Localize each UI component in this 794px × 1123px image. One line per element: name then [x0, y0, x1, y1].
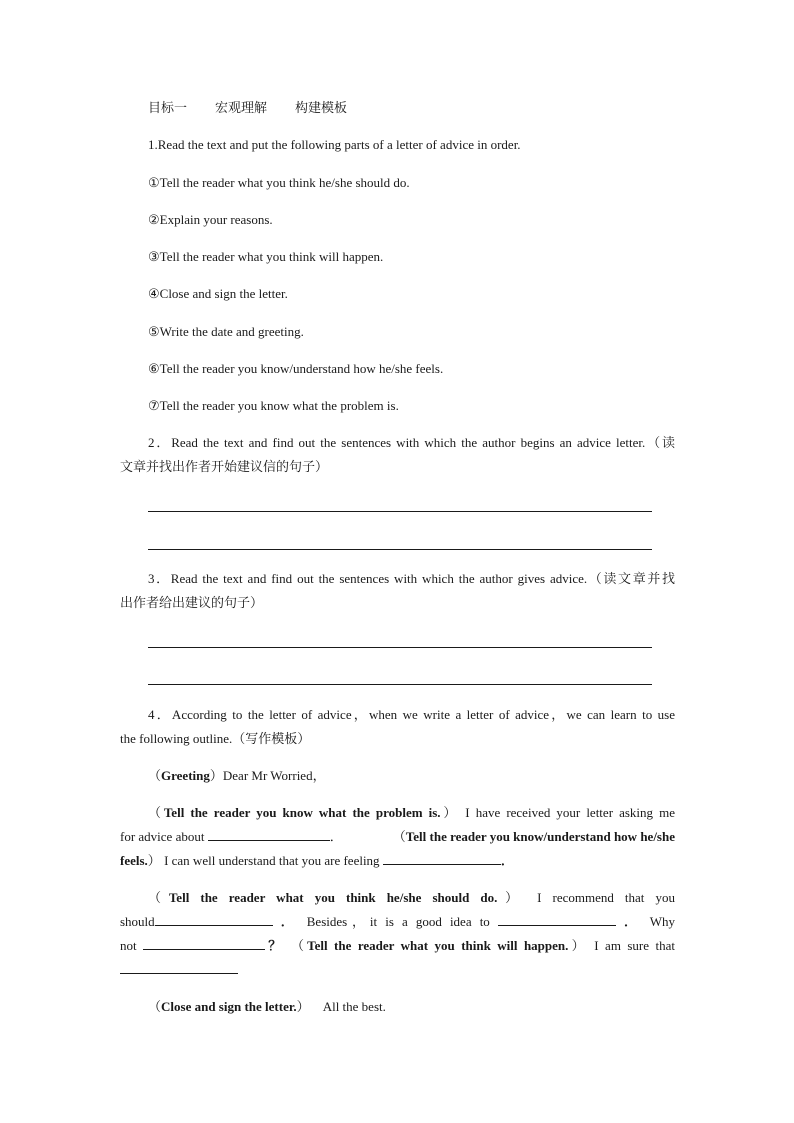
feelings-tag-end: feels.: [120, 853, 148, 868]
blank-field[interactable]: [498, 912, 616, 926]
p1-text: I have received your letter asking me: [465, 805, 675, 820]
template-p2-line-4: [120, 960, 238, 980]
blank-field[interactable]: [143, 936, 265, 950]
heading-part-3: 构建模板: [295, 100, 348, 115]
q4-prompt-line-1: 4．According to the letter of advice，when we write a letter of advice，we can learn to use: [148, 707, 675, 722]
template-p1-line-2: for advice about ． （Tell the reader you know/understand how he/she: [120, 829, 675, 844]
q3-prompt-line-1: 3．Read the text and find out the sentences with which the author gives advice.（读文章并找: [148, 571, 675, 586]
q3-prompt-line-2: 出作者给出建议的句子）: [120, 595, 264, 610]
blank-field[interactable]: [383, 851, 501, 865]
p2-not: not: [120, 938, 137, 953]
p2-should: should: [120, 914, 155, 929]
answer-line[interactable]: [148, 647, 652, 648]
q1-item: ⑥Tell the reader you know/understand how he/she feels.: [148, 361, 444, 376]
q4-prompt-line-2: the following outline.（写作模板）: [120, 731, 311, 746]
q1-item: ①Tell the reader what you think he/she should do.: [148, 175, 410, 190]
happen-tag: Tell the reader what you think will happen.: [307, 938, 569, 953]
template-p2-line-1: （Tell the reader what you think he/she should do.） I recommend that you: [148, 890, 675, 905]
q1-item: ③Tell the reader what you think will happen.: [148, 249, 384, 264]
template-p1-line-3: feels.） I can well understand that you are feeling ．: [120, 853, 514, 868]
blank-field[interactable]: [120, 960, 238, 974]
template-close: （Close and sign the letter.） All the best.: [148, 999, 386, 1014]
heading-part-2: 宏观理解: [215, 100, 268, 115]
q1-item: ⑤Write the date and greeting.: [148, 324, 304, 339]
section-heading: [148, 98, 347, 118]
template-p1-line-1: （Tell the reader you know what the problem is.） I have received your letter asking me: [148, 805, 675, 820]
q2-prompt-line-2: 文章并找出作者开始建议信的句子）: [120, 459, 329, 474]
blank-field[interactable]: [155, 912, 273, 926]
template-greeting: （Greeting）Dear Mr Worried，: [148, 768, 326, 783]
greeting-text: Dear Mr Worried，: [222, 768, 326, 783]
p2-text: I recommend that you: [537, 890, 675, 905]
answer-line[interactable]: [148, 511, 652, 512]
p2-why: Why: [649, 914, 676, 929]
q1-item: ②Explain your reasons.: [148, 212, 273, 227]
feelings-tag: Tell the reader you know/understand how he/she: [405, 829, 675, 844]
p1-for: for advice about: [120, 829, 205, 844]
answer-line[interactable]: [148, 549, 652, 550]
problem-tag: Tell the reader you know what the problem is.: [163, 805, 441, 820]
blank-field[interactable]: [208, 827, 330, 841]
template-p2-line-3: not ？ （Tell the reader what you think will happen.） I am sure that: [120, 938, 675, 953]
template-p2-line-2: should ． Besides，it is a good idea to ． Why: [120, 914, 676, 929]
q2-prompt-line-1: 2．Read the text and find out the sentences with which the author begins an advice letter.（读: [148, 435, 675, 450]
p2-sure: I am sure that: [594, 938, 675, 953]
advice-tag: Tell the reader what you think he/she should do.: [168, 890, 498, 905]
greeting-tag: Greeting: [161, 768, 210, 783]
close-tag: Close and sign the letter.: [161, 999, 297, 1014]
heading-part-1: 目标一: [148, 100, 188, 115]
q1-item: ⑦Tell the reader you know what the problem is.: [148, 398, 399, 413]
answer-line[interactable]: [148, 684, 652, 685]
q1-prompt: 1.Read the text and put the following parts of a letter of advice in order.: [148, 137, 521, 152]
p1-text-2: I can well understand that you are feeling: [164, 853, 380, 868]
p2-besides: Besides，it is a good idea to: [306, 914, 490, 929]
q1-item: ④Close and sign the letter.: [148, 286, 288, 301]
close-text: All the best.: [322, 999, 386, 1014]
